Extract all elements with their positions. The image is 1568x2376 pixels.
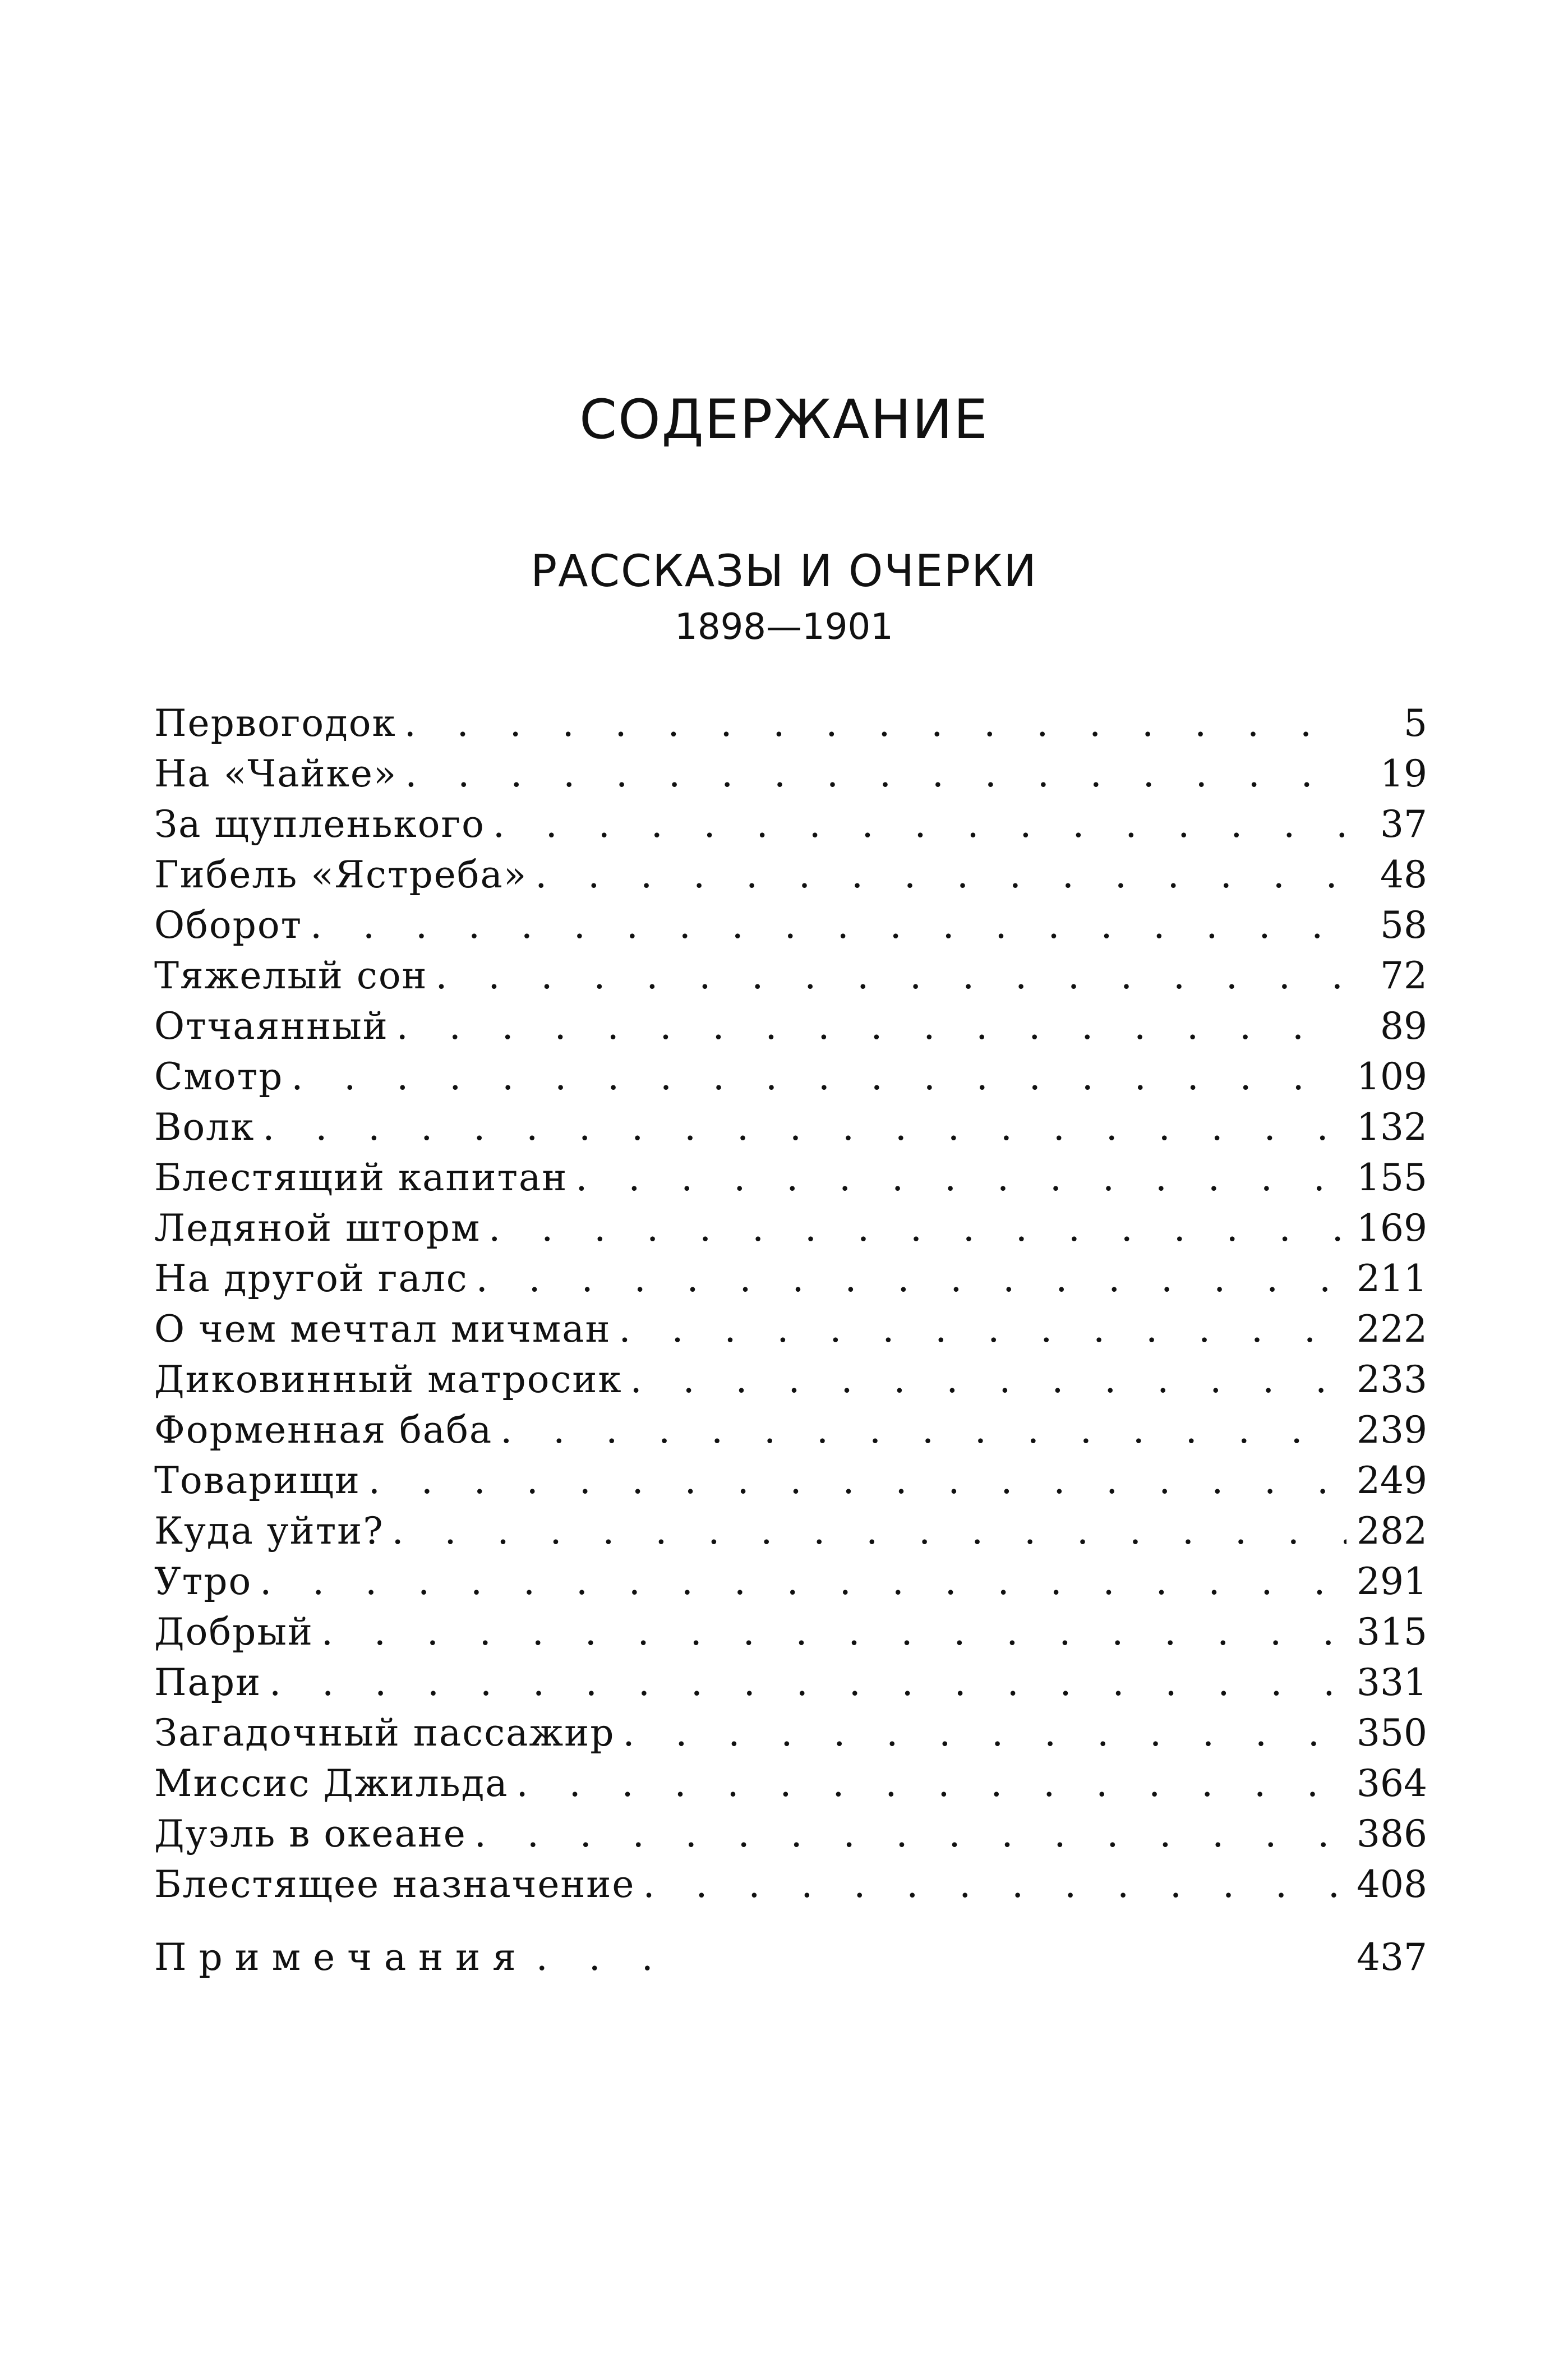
toc-entry-page: 37 [1380, 803, 1427, 846]
toc-entry-title: Отчаянный [154, 1005, 389, 1048]
dot-leader [262, 1102, 1346, 1153]
notes-page: 437 [1357, 1936, 1427, 1979]
dot-leader [536, 1932, 1346, 1983]
toc-entry[interactable] [154, 1203, 1427, 1254]
toc-entry-page: 58 [1380, 904, 1427, 947]
toc-entry-page: 291 [1357, 1560, 1427, 1603]
toc-entry-title: Дуэль в океане [154, 1812, 467, 1855]
toc-entry-title: Блестящее назначение [154, 1863, 635, 1906]
toc-entry-page: 109 [1357, 1055, 1427, 1098]
toc-entry-title: За щупленького [154, 803, 485, 846]
toc-entry[interactable] [154, 1405, 1427, 1456]
toc-entry[interactable] [154, 1001, 1427, 1052]
dot-leader [516, 1758, 1346, 1809]
toc-entry-page: 315 [1357, 1610, 1427, 1654]
toc-entry-title: Смотр [154, 1055, 284, 1098]
dot-leader [575, 1153, 1346, 1203]
toc-entry[interactable] [154, 1758, 1427, 1809]
toc-entry-title: На «Чайке» [154, 752, 398, 795]
toc-entry-title: Диковинный матросик [154, 1358, 622, 1401]
toc-entry[interactable] [154, 749, 1427, 799]
toc-entry-title: Миссис Джильда [154, 1762, 509, 1805]
toc-entry[interactable] [154, 900, 1427, 951]
toc-entry[interactable] [154, 1809, 1427, 1859]
toc-entry-page: 233 [1357, 1358, 1427, 1401]
toc-entry[interactable] [154, 1859, 1427, 1910]
dot-leader [476, 1254, 1346, 1304]
dot-leader [405, 749, 1346, 799]
dot-leader [392, 1506, 1346, 1557]
dot-leader [368, 1456, 1346, 1506]
toc-entry[interactable] [154, 799, 1427, 850]
toc-entry-page: 72 [1380, 954, 1427, 997]
dot-leader [619, 1304, 1346, 1355]
toc-entry-page: 386 [1357, 1812, 1427, 1855]
toc-entry[interactable] [154, 1456, 1427, 1506]
toc-entry[interactable] [154, 1355, 1427, 1405]
toc-entry-title: Товарищи [154, 1459, 361, 1502]
toc-entry-page: 408 [1357, 1863, 1427, 1906]
toc-entry[interactable] [154, 1052, 1427, 1102]
dot-leader [269, 1657, 1346, 1708]
toc-entry-title: Ледяной шторм [154, 1207, 481, 1250]
toc-entry[interactable] [154, 1304, 1427, 1355]
toc-entry-page: 364 [1357, 1762, 1427, 1805]
table-of-contents [154, 698, 1427, 1910]
toc-entry-page: 48 [1380, 853, 1427, 896]
toc-entry-title: Добрый [154, 1610, 313, 1654]
dot-leader [493, 799, 1346, 850]
dot-leader [310, 900, 1346, 951]
toc-entry-title: Загадочный пассажир [154, 1711, 615, 1755]
toc-entry-page: 331 [1357, 1661, 1427, 1704]
dot-leader [622, 1708, 1346, 1758]
dot-leader [488, 1203, 1346, 1254]
section-years: 1898—1901 [675, 606, 893, 648]
toc-entry[interactable] [154, 951, 1427, 1001]
toc-entry-page: 211 [1357, 1257, 1427, 1300]
toc-entry-title: Утро [154, 1560, 252, 1603]
toc-entry-title: Волк [154, 1106, 255, 1149]
toc-entry[interactable] [154, 1153, 1427, 1203]
dot-leader [260, 1557, 1346, 1607]
dot-leader [404, 698, 1346, 749]
dot-leader [436, 951, 1346, 1001]
dot-leader [291, 1052, 1346, 1102]
toc-entry-title: Куда уйти? [154, 1509, 384, 1553]
toc-entry-page: 350 [1357, 1711, 1427, 1755]
toc-entry-title: Гибель «Ястреба» [154, 853, 528, 896]
dot-leader [396, 1001, 1346, 1052]
toc-entry[interactable] [154, 698, 1427, 749]
toc-entry[interactable] [154, 1506, 1427, 1557]
toc-entry-page: 89 [1380, 1005, 1427, 1048]
toc-entry-title: Пари [154, 1661, 262, 1704]
toc-entry-title: Форменная баба [154, 1408, 493, 1452]
dot-leader [321, 1607, 1346, 1657]
toc-entry[interactable] [154, 1657, 1427, 1708]
toc-entry-title: Блестящий капитан [154, 1156, 568, 1199]
dot-leader [643, 1859, 1346, 1910]
toc-entry-title: Тяжелый сон [154, 954, 428, 997]
notes-entry[interactable] [154, 1932, 1427, 1983]
toc-entry[interactable] [154, 850, 1427, 900]
toc-entry-title: О чем мечтал мичман [154, 1307, 611, 1351]
toc-entry-page: 282 [1357, 1509, 1427, 1553]
toc-entry-page: 239 [1357, 1408, 1427, 1452]
toc-entry-page: 5 [1404, 702, 1427, 745]
toc-entry-page: 155 [1357, 1156, 1427, 1199]
toc-entry[interactable] [154, 1708, 1427, 1758]
toc-entry-page: 222 [1357, 1307, 1427, 1351]
dot-leader [535, 850, 1346, 900]
toc-entry-page: 249 [1357, 1459, 1427, 1502]
toc-entry-title: Оборот [154, 904, 303, 947]
dot-leader [474, 1809, 1346, 1859]
toc-entry[interactable] [154, 1557, 1427, 1607]
toc-entry-page: 132 [1357, 1106, 1427, 1149]
toc-entry-title: Первогодок [154, 702, 396, 745]
section-title: РАССКАЗЫ И ОЧЕРКИ [531, 546, 1037, 597]
toc-entry-page: 169 [1357, 1207, 1427, 1250]
toc-entry[interactable] [154, 1254, 1427, 1304]
toc-entry-page: 19 [1380, 752, 1427, 795]
notes-title: Примечания [154, 1936, 528, 1979]
page-title: СОДЕРЖАНИЕ [579, 388, 989, 451]
toc-entry[interactable] [154, 1607, 1427, 1657]
dot-leader [630, 1355, 1346, 1405]
dot-leader [500, 1405, 1346, 1456]
toc-entry-title: На другой галс [154, 1257, 468, 1300]
toc-entry[interactable] [154, 1102, 1427, 1153]
